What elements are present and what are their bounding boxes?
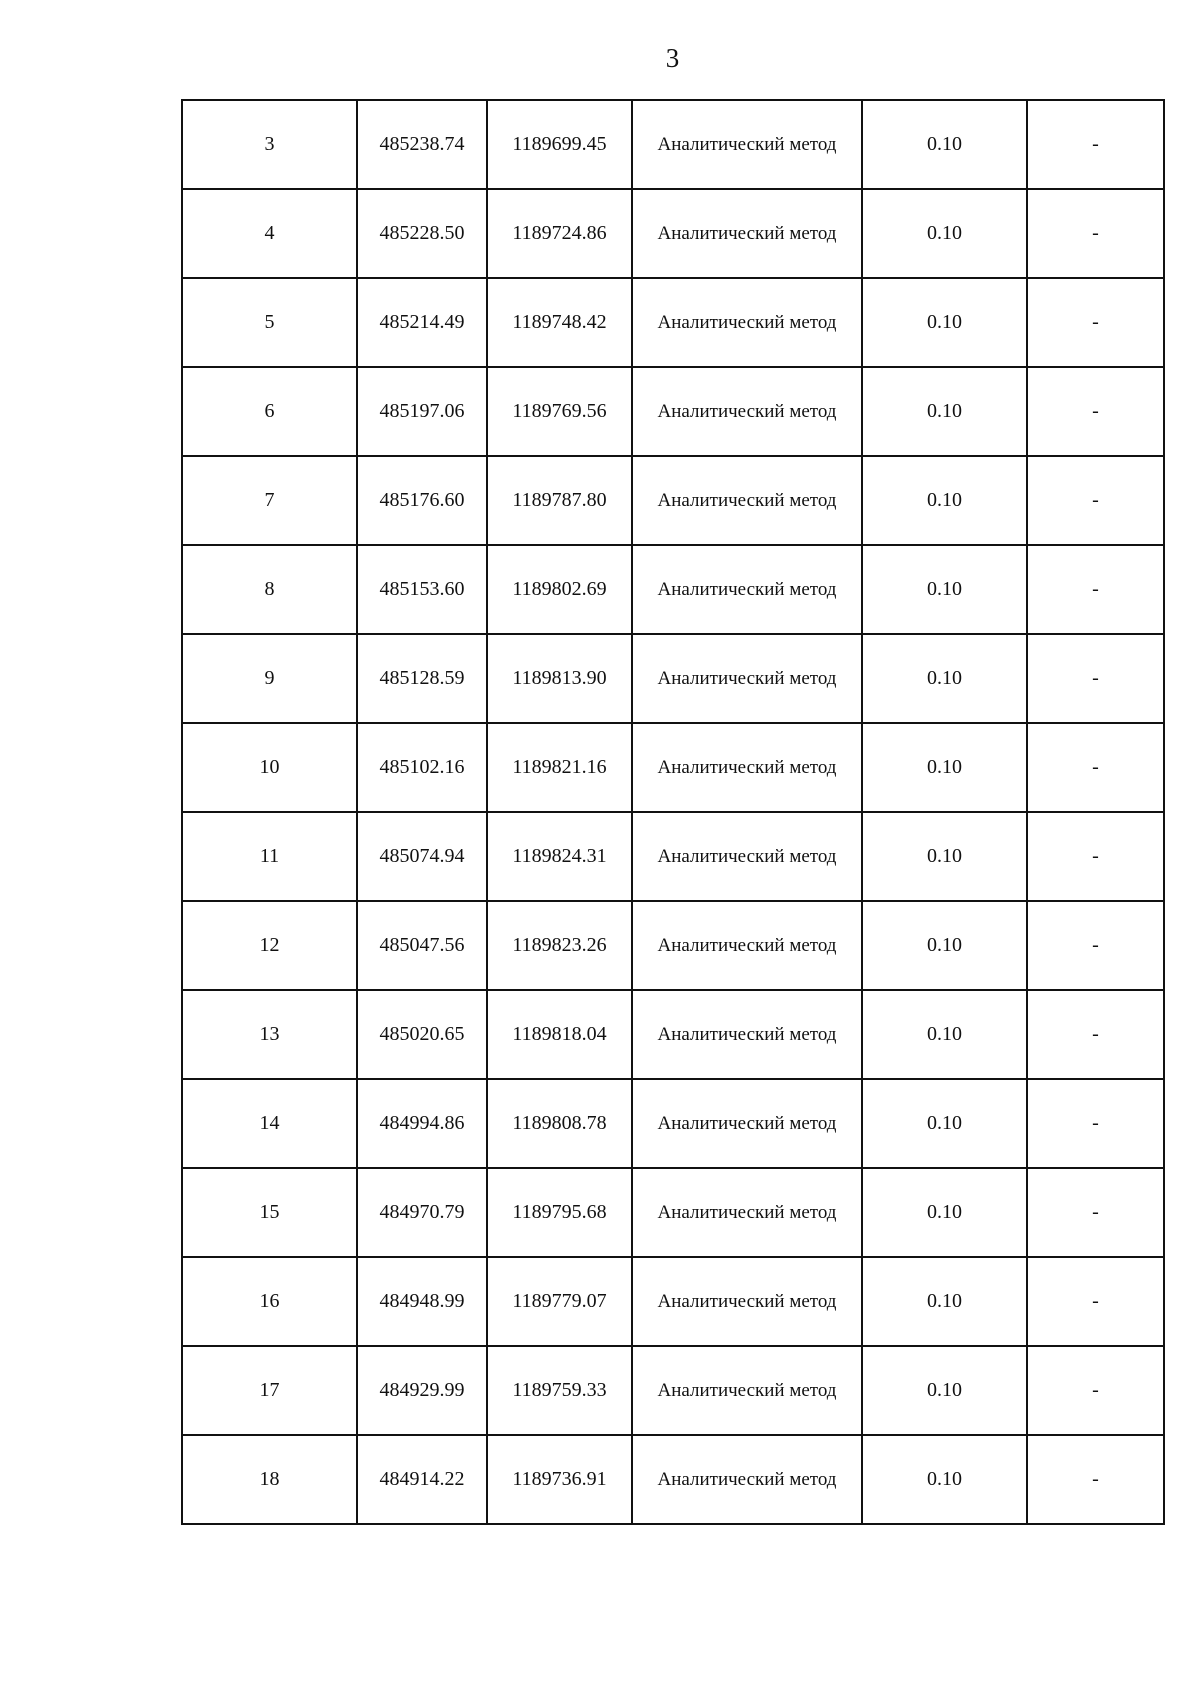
note-cell: - bbox=[1027, 1435, 1164, 1524]
note-cell: - bbox=[1027, 990, 1164, 1079]
method-cell: Аналитический метод bbox=[632, 723, 862, 812]
x-coordinate-cell: 484914.22 bbox=[357, 1435, 487, 1524]
note-cell: - bbox=[1027, 1079, 1164, 1168]
x-coordinate-cell: 485238.74 bbox=[357, 100, 487, 189]
table-row bbox=[182, 189, 1164, 278]
method-cell: Аналитический метод bbox=[632, 812, 862, 901]
y-coordinate-cell: 1189759.33 bbox=[487, 1346, 632, 1435]
method-cell: Аналитический метод bbox=[632, 367, 862, 456]
x-coordinate-cell: 485214.49 bbox=[357, 278, 487, 367]
method-cell: Аналитический метод bbox=[632, 1168, 862, 1257]
accuracy-cell: 0.10 bbox=[862, 189, 1027, 278]
method-cell: Аналитический метод bbox=[632, 990, 862, 1079]
table-row bbox=[182, 723, 1164, 812]
point-number-cell: 14 bbox=[182, 1079, 357, 1168]
y-coordinate-cell: 1189724.86 bbox=[487, 189, 632, 278]
accuracy-cell: 0.10 bbox=[862, 1168, 1027, 1257]
note-cell: - bbox=[1027, 367, 1164, 456]
note-cell: - bbox=[1027, 278, 1164, 367]
table-row bbox=[182, 1079, 1164, 1168]
method-cell: Аналитический метод bbox=[632, 1257, 862, 1346]
method-cell: Аналитический метод bbox=[632, 189, 862, 278]
x-coordinate-cell: 485228.50 bbox=[357, 189, 487, 278]
accuracy-cell: 0.10 bbox=[862, 901, 1027, 990]
note-cell: - bbox=[1027, 634, 1164, 723]
point-number-cell: 4 bbox=[182, 189, 357, 278]
y-coordinate-cell: 1189736.91 bbox=[487, 1435, 632, 1524]
x-coordinate-cell: 484994.86 bbox=[357, 1079, 487, 1168]
note-cell: - bbox=[1027, 1257, 1164, 1346]
accuracy-cell: 0.10 bbox=[862, 367, 1027, 456]
note-cell: - bbox=[1027, 189, 1164, 278]
accuracy-cell: 0.10 bbox=[862, 1079, 1027, 1168]
table-row bbox=[182, 100, 1164, 189]
method-cell: Аналитический метод bbox=[632, 456, 862, 545]
x-coordinate-cell: 485176.60 bbox=[357, 456, 487, 545]
table-row bbox=[182, 278, 1164, 367]
accuracy-cell: 0.10 bbox=[862, 990, 1027, 1079]
table-row bbox=[182, 1168, 1164, 1257]
y-coordinate-cell: 1189818.04 bbox=[487, 990, 632, 1079]
accuracy-cell: 0.10 bbox=[862, 723, 1027, 812]
point-number-cell: 3 bbox=[182, 100, 357, 189]
x-coordinate-cell: 485128.59 bbox=[357, 634, 487, 723]
method-cell: Аналитический метод bbox=[632, 634, 862, 723]
accuracy-cell: 0.10 bbox=[862, 100, 1027, 189]
table-row bbox=[182, 1346, 1164, 1435]
point-number-cell: 8 bbox=[182, 545, 357, 634]
method-cell: Аналитический метод bbox=[632, 100, 862, 189]
method-cell: Аналитический метод bbox=[632, 1346, 862, 1435]
note-cell: - bbox=[1027, 901, 1164, 990]
table-row bbox=[182, 1257, 1164, 1346]
accuracy-cell: 0.10 bbox=[862, 545, 1027, 634]
method-cell: Аналитический метод bbox=[632, 901, 862, 990]
table-row bbox=[182, 367, 1164, 456]
y-coordinate-cell: 1189808.78 bbox=[487, 1079, 632, 1168]
table-row bbox=[182, 545, 1164, 634]
point-number-cell: 15 bbox=[182, 1168, 357, 1257]
point-number-cell: 12 bbox=[182, 901, 357, 990]
x-coordinate-cell: 484948.99 bbox=[357, 1257, 487, 1346]
note-cell: - bbox=[1027, 1346, 1164, 1435]
coordinates-table-body bbox=[182, 100, 1164, 1524]
table-row bbox=[182, 812, 1164, 901]
point-number-cell: 7 bbox=[182, 456, 357, 545]
point-number-cell: 5 bbox=[182, 278, 357, 367]
x-coordinate-cell: 484929.99 bbox=[357, 1346, 487, 1435]
method-cell: Аналитический метод bbox=[632, 1435, 862, 1524]
method-cell: Аналитический метод bbox=[632, 1079, 862, 1168]
y-coordinate-cell: 1189779.07 bbox=[487, 1257, 632, 1346]
x-coordinate-cell: 485047.56 bbox=[357, 901, 487, 990]
x-coordinate-cell: 485102.16 bbox=[357, 723, 487, 812]
note-cell: - bbox=[1027, 100, 1164, 189]
note-cell: - bbox=[1027, 723, 1164, 812]
method-cell: Аналитический метод bbox=[632, 278, 862, 367]
note-cell: - bbox=[1027, 545, 1164, 634]
y-coordinate-cell: 1189699.45 bbox=[487, 100, 632, 189]
point-number-cell: 10 bbox=[182, 723, 357, 812]
x-coordinate-cell: 484970.79 bbox=[357, 1168, 487, 1257]
accuracy-cell: 0.10 bbox=[862, 1257, 1027, 1346]
y-coordinate-cell: 1189748.42 bbox=[487, 278, 632, 367]
x-coordinate-cell: 485074.94 bbox=[357, 812, 487, 901]
point-number-cell: 17 bbox=[182, 1346, 357, 1435]
y-coordinate-cell: 1189787.80 bbox=[487, 456, 632, 545]
y-coordinate-cell: 1189802.69 bbox=[487, 545, 632, 634]
y-coordinate-cell: 1189769.56 bbox=[487, 367, 632, 456]
accuracy-cell: 0.10 bbox=[862, 1346, 1027, 1435]
table-row bbox=[182, 456, 1164, 545]
accuracy-cell: 0.10 bbox=[862, 456, 1027, 545]
note-cell: - bbox=[1027, 812, 1164, 901]
y-coordinate-cell: 1189823.26 bbox=[487, 901, 632, 990]
table-row bbox=[182, 901, 1164, 990]
y-coordinate-cell: 1189813.90 bbox=[487, 634, 632, 723]
x-coordinate-cell: 485153.60 bbox=[357, 545, 487, 634]
accuracy-cell: 0.10 bbox=[862, 812, 1027, 901]
accuracy-cell: 0.10 bbox=[862, 1435, 1027, 1524]
y-coordinate-cell: 1189795.68 bbox=[487, 1168, 632, 1257]
y-coordinate-cell: 1189824.31 bbox=[487, 812, 632, 901]
y-coordinate-cell: 1189821.16 bbox=[487, 723, 632, 812]
coordinates-table bbox=[181, 99, 1165, 1525]
x-coordinate-cell: 485197.06 bbox=[357, 367, 487, 456]
page-number: 3 bbox=[665, 43, 680, 73]
table-row bbox=[182, 634, 1164, 723]
point-number-cell: 6 bbox=[182, 367, 357, 456]
point-number-cell: 16 bbox=[182, 1257, 357, 1346]
point-number-cell: 13 bbox=[182, 990, 357, 1079]
method-cell: Аналитический метод bbox=[632, 545, 862, 634]
note-cell: - bbox=[1027, 456, 1164, 545]
point-number-cell: 18 bbox=[182, 1435, 357, 1524]
note-cell: - bbox=[1027, 1168, 1164, 1257]
x-coordinate-cell: 485020.65 bbox=[357, 990, 487, 1079]
point-number-cell: 11 bbox=[182, 812, 357, 901]
accuracy-cell: 0.10 bbox=[862, 278, 1027, 367]
table-row bbox=[182, 1435, 1164, 1524]
point-number-cell: 9 bbox=[182, 634, 357, 723]
accuracy-cell: 0.10 bbox=[862, 634, 1027, 723]
table-row bbox=[182, 990, 1164, 1079]
